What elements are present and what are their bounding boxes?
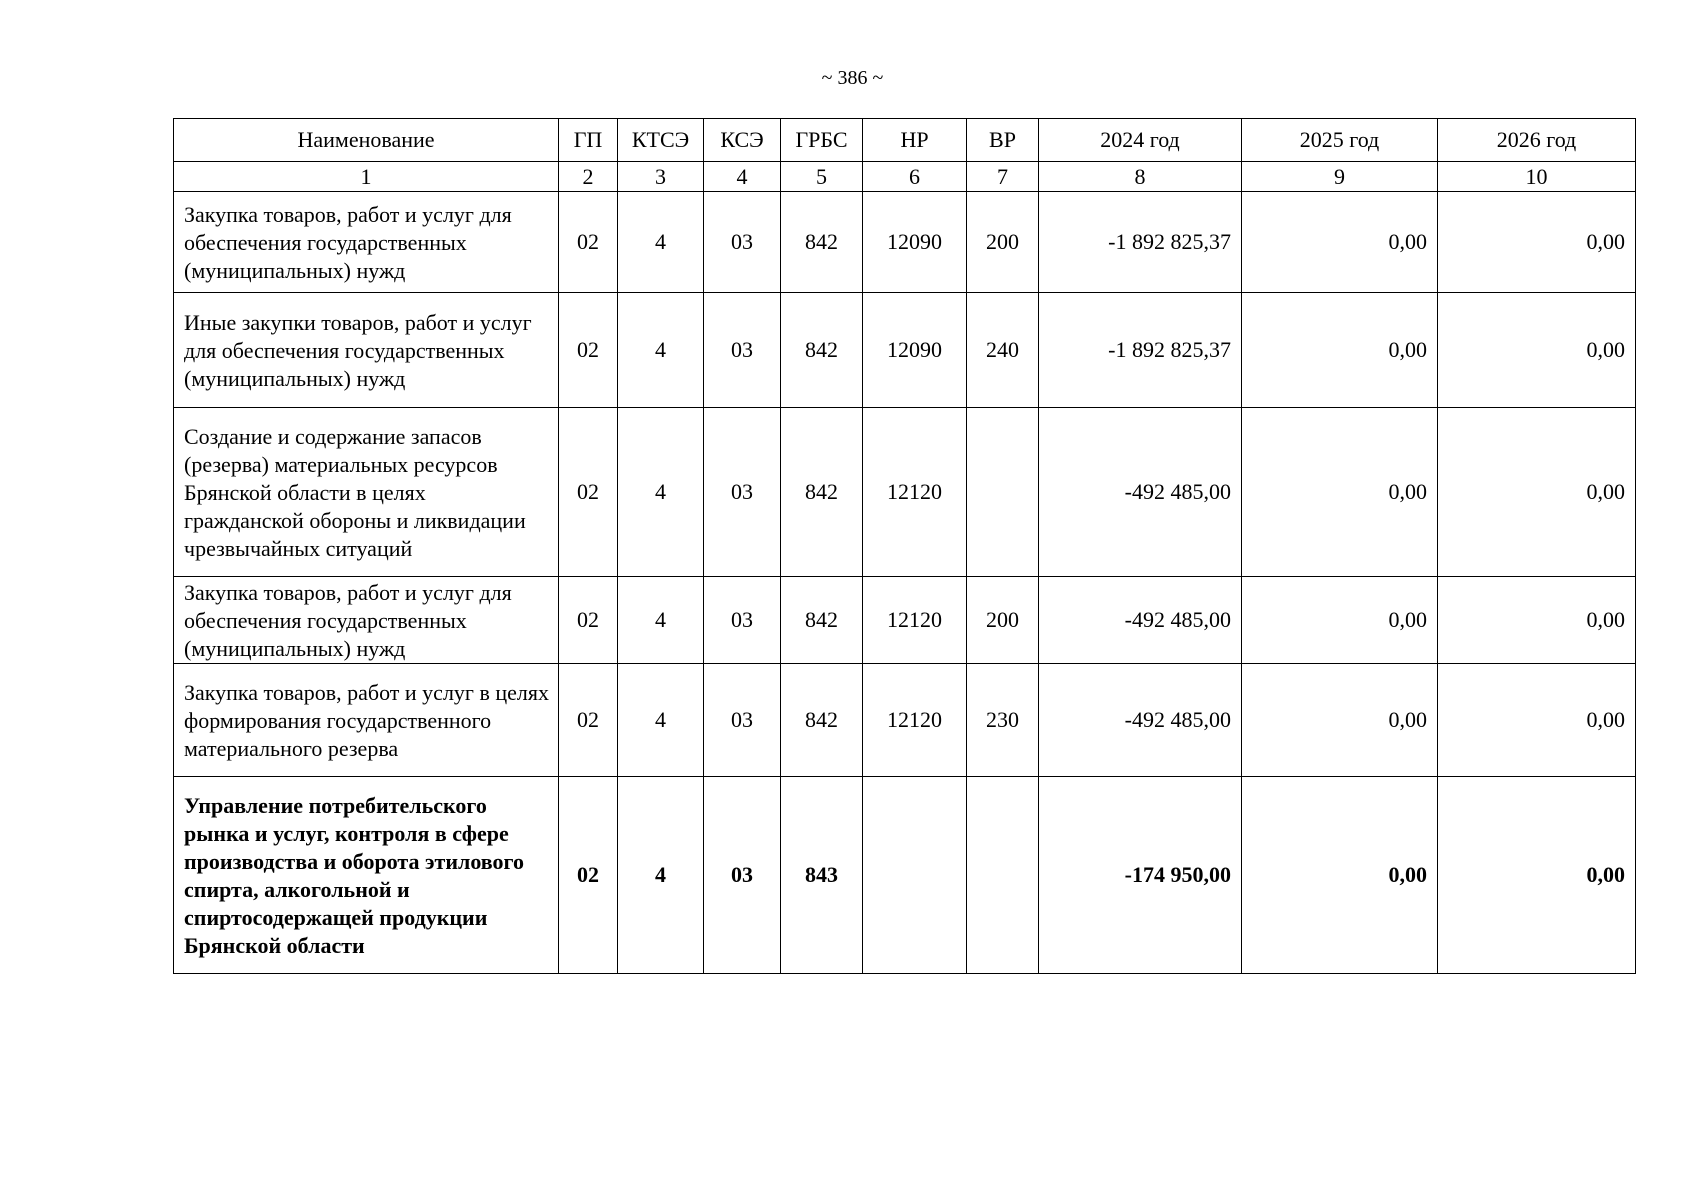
budget-table [173,118,1636,974]
table-row [174,664,1636,777]
row-kse: 03 [704,777,781,974]
row-grbs: 842 [781,664,863,777]
column-number: 8 [1039,162,1242,192]
row-vr [967,408,1039,577]
column-header-nr: НР [863,119,967,162]
column-header-2026: 2026 год [1438,119,1636,162]
row-kse: 03 [704,664,781,777]
row-grbs: 842 [781,192,863,293]
row-name: Закупка товаров, работ и услуг для обеспечения государственных (муниципальных) нужд [174,192,559,293]
column-number: 4 [704,162,781,192]
row-amount-2025: 0,00 [1242,408,1438,577]
row-amount-2024: -1 892 825,37 [1039,293,1242,408]
row-amount-2026: 0,00 [1438,293,1636,408]
row-kse: 03 [704,293,781,408]
table-row [174,577,1636,664]
table-row [174,777,1636,974]
row-grbs: 842 [781,577,863,664]
column-header-2024: 2024 год [1039,119,1242,162]
row-amount-2025: 0,00 [1242,664,1438,777]
row-grbs: 842 [781,408,863,577]
column-number: 10 [1438,162,1636,192]
table-row [174,293,1636,408]
row-nr: 12120 [863,408,967,577]
row-nr: 12090 [863,293,967,408]
row-amount-2026: 0,00 [1438,577,1636,664]
row-vr: 200 [967,192,1039,293]
column-header-gp: ГП [559,119,618,162]
row-nr [863,777,967,974]
row-amount-2025: 0,00 [1242,293,1438,408]
row-ktse: 4 [618,408,704,577]
row-kse: 03 [704,408,781,577]
column-number: 1 [174,162,559,192]
column-header-vr: ВР [967,119,1039,162]
row-ktse: 4 [618,664,704,777]
row-name: Закупка товаров, работ и услуг в целях формирования государственного материального резерва [174,664,559,777]
column-header-grbs: ГРБС [781,119,863,162]
column-number-row [174,162,1636,192]
row-amount-2025: 0,00 [1242,192,1438,293]
column-number: 7 [967,162,1039,192]
row-nr: 12120 [863,577,967,664]
row-vr [967,777,1039,974]
row-ktse: 4 [618,777,704,974]
row-amount-2026: 0,00 [1438,777,1636,974]
row-amount-2024: -1 892 825,37 [1039,192,1242,293]
row-amount-2024: -174 950,00 [1039,777,1242,974]
column-number: 6 [863,162,967,192]
row-gp: 02 [559,192,618,293]
row-nr: 12090 [863,192,967,293]
table-row [174,192,1636,293]
row-ktse: 4 [618,293,704,408]
header-row [174,119,1636,162]
row-gp: 02 [559,408,618,577]
row-amount-2024: -492 485,00 [1039,577,1242,664]
column-number: 5 [781,162,863,192]
row-amount-2026: 0,00 [1438,192,1636,293]
column-header-ktse: КТСЭ [618,119,704,162]
table-row [174,408,1636,577]
column-number: 9 [1242,162,1438,192]
row-gp: 02 [559,777,618,974]
row-amount-2024: -492 485,00 [1039,408,1242,577]
column-number: 3 [618,162,704,192]
row-vr: 230 [967,664,1039,777]
row-ktse: 4 [618,577,704,664]
row-amount-2025: 0,00 [1242,577,1438,664]
row-vr: 200 [967,577,1039,664]
row-name: Создание и содержание запасов (резерва) материальных ресурсов Брянской области в целях гражданской обороны и ликвидации чрезвычайных ситуаций [174,408,559,577]
row-grbs: 843 [781,777,863,974]
row-name: Иные закупки товаров, работ и услуг для обеспечения государственных (муниципальных) нужд [174,293,559,408]
row-name: Управление потребительского рынка и услуг, контроля в сфере производства и оборота этилового спирта, алкогольной и спиртосодержащей продукции Брянской области [174,777,559,974]
row-gp: 02 [559,664,618,777]
column-header-kse: КСЭ [704,119,781,162]
row-ktse: 4 [618,192,704,293]
row-kse: 03 [704,192,781,293]
row-amount-2026: 0,00 [1438,664,1636,777]
row-amount-2026: 0,00 [1438,408,1636,577]
row-vr: 240 [967,293,1039,408]
row-amount-2025: 0,00 [1242,777,1438,974]
row-amount-2024: -492 485,00 [1039,664,1242,777]
column-header-name: Наименование [174,119,559,162]
row-nr: 12120 [863,664,967,777]
row-gp: 02 [559,293,618,408]
column-header-2025: 2025 год [1242,119,1438,162]
row-grbs: 842 [781,293,863,408]
page-number: ~ 386 ~ [821,67,884,89]
row-gp: 02 [559,577,618,664]
column-number: 2 [559,162,618,192]
row-kse: 03 [704,577,781,664]
row-name: Закупка товаров, работ и услуг для обеспечения государственных (муниципальных) нужд [174,577,559,664]
